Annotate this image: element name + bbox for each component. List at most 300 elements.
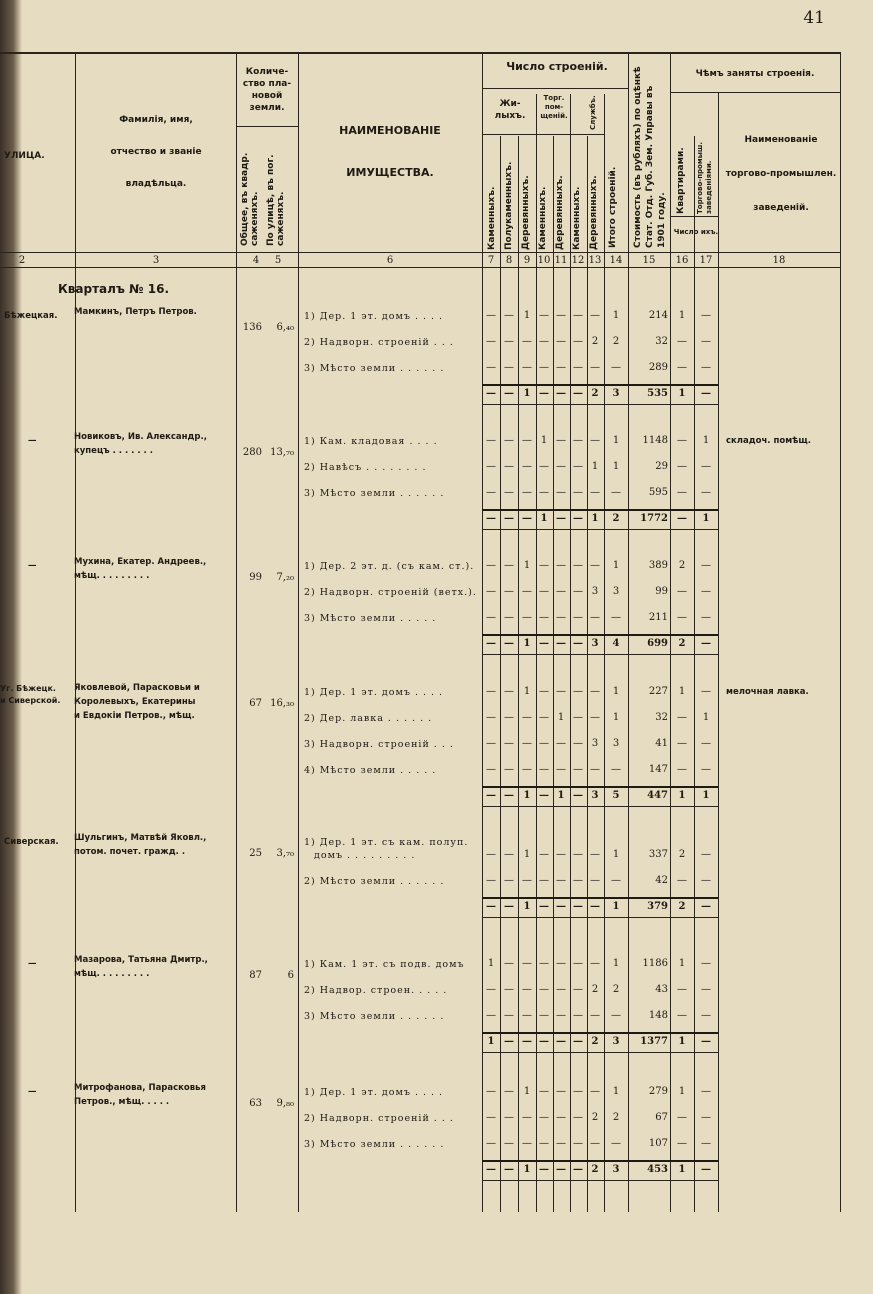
table-top-border [0,52,840,54]
building-count: — [486,738,496,749]
apartments-count: — [677,586,687,597]
total-building-count: — [590,901,600,912]
property-item: 3) Мѣсто земли . . . . . . [304,1139,445,1150]
column-number: 10 [537,255,551,266]
total-building-count: 2 [612,513,620,524]
building-count: — [539,362,549,373]
trade-inst-count: — [701,336,711,347]
total-trade-inst: — [701,1164,711,1175]
header-sub-border [670,92,840,93]
building-count: — [573,1112,583,1123]
owner-name: Королевыхъ, Екатерины [74,697,196,707]
building-count: — [573,461,583,472]
building-count: — [590,764,600,775]
total-building-count: — [486,513,496,524]
building-count: — [611,362,621,373]
institution-name: мелочная лавка. [726,687,809,697]
trade-inst-count: — [701,686,711,697]
building-count: — [486,310,496,321]
building-count: — [573,1138,583,1149]
street-name: — [28,1087,37,1097]
building-count: — [590,362,600,373]
building-count: — [504,310,514,321]
total-building-count: — [504,1164,514,1175]
land-area: 280 [242,447,262,458]
building-count: — [573,1010,583,1021]
building-count: — [573,612,583,623]
property-value: 147 [648,764,668,775]
building-count: — [590,686,600,697]
building-count: — [539,875,549,886]
property-item: 3) Надворн. строеній . . . [304,739,454,750]
institution-name: складоч. помѣщ. [726,436,812,446]
building-count: — [486,764,496,775]
building-count: — [590,487,600,498]
building-count: — [573,586,583,597]
building-count: — [556,310,566,321]
building-count: — [590,958,600,969]
apartments-count: — [677,461,687,472]
trade-inst-count: — [701,1112,711,1123]
building-count: — [556,362,566,373]
header-sub-border [482,88,628,89]
column-number: 12 [571,255,585,266]
total-line [482,786,718,788]
building-count: — [573,764,583,775]
apartments-count: 1 [678,686,686,697]
column-number: 18 [772,255,786,266]
total-apartments: 1 [678,1164,686,1175]
trade-inst-count: — [701,1086,711,1097]
building-count: — [522,875,532,886]
total-bottom-line [482,404,718,405]
header-inst-3: заведеній. [753,203,809,213]
apartments-count: — [677,1112,687,1123]
column-number: 7 [487,255,495,266]
building-count: 1 [612,435,620,446]
building-count: — [611,764,621,775]
apartments-count: 1 [678,958,686,969]
owner-name: и Евдокіи Петров., мѣщ. [74,711,195,721]
grid-line-v [694,136,695,1212]
header-wooden-3: Деревянныхъ. [589,175,599,250]
building-count: — [539,764,549,775]
header-stone-3: Каменныхъ. [572,186,582,250]
building-count: — [522,1112,532,1123]
total-building-count: 3 [612,1036,620,1047]
building-count: — [522,612,532,623]
building-count: 1 [523,560,531,571]
total-bottom-line [482,806,718,807]
property-value: 67 [655,1112,668,1123]
building-count: — [522,435,532,446]
trade-inst-count: — [701,461,711,472]
building-count: 1 [612,958,620,969]
property-value: 42 [655,875,668,886]
building-count: 1 [523,849,531,860]
building-count: — [504,560,514,571]
column-number: 9 [523,255,531,266]
building-count: — [539,336,549,347]
building-count: — [573,984,583,995]
total-value: 379 [647,901,668,912]
header-land-street: По улицѣ, въ пог. саженяхъ. [266,154,286,246]
building-count: — [522,1138,532,1149]
column-number: 3 [152,255,160,266]
building-count: — [522,362,532,373]
building-count: 1 [612,686,620,697]
building-count: — [539,686,549,697]
building-count: — [539,310,549,321]
column-number-border [0,267,840,268]
total-apartments: 1 [678,790,686,801]
total-building-count: — [539,1036,549,1047]
total-building-count: — [573,638,583,649]
total-building-count: — [556,513,566,524]
total-building-count: 3 [591,638,599,649]
building-count: — [522,958,532,969]
apartments-count: 2 [678,849,686,860]
header-apartments: Квартирами. [676,147,686,214]
property-item: 1) Дер. 1 эт. домъ . . . . [304,687,444,698]
property-value: 1186 [642,958,668,969]
total-line [482,509,718,511]
total-building-count: — [573,388,583,399]
total-bottom-line [482,917,718,918]
building-count: — [539,738,549,749]
header-owner-2: отчество и званіе [110,147,202,157]
building-count: 1 [523,686,531,697]
total-building-count: 3 [612,388,620,399]
header-total-buildings: Итого строеній. [608,166,618,248]
grid-line-v [500,136,501,1212]
building-count: — [522,738,532,749]
land-area: 25 [249,848,262,859]
building-count: 1 [540,435,548,446]
building-count: — [504,1112,514,1123]
property-item: 1) Дер. 1 эт. съ кам. полуп. [304,837,469,848]
total-line [482,1032,718,1034]
trade-inst-count: — [701,764,711,775]
property-value: 1148 [642,435,668,446]
building-count: — [486,487,496,498]
building-count: — [522,712,532,723]
building-count: — [556,1086,566,1097]
property-value: 99 [655,586,668,597]
header-property-1: НАИМЕНОВАНІЕ [339,124,441,137]
header-stone-2: Каменныхъ. [538,186,548,250]
total-building-count: 2 [591,388,599,399]
total-building-count: — [486,790,496,801]
apartments-count: — [677,984,687,995]
total-building-count: 1 [540,513,548,524]
building-count: — [504,435,514,446]
total-building-count: 1 [612,901,620,912]
building-count: — [573,310,583,321]
apartments-count: 1 [678,310,686,321]
building-count: — [590,560,600,571]
building-count: 2 [591,984,599,995]
total-building-count: — [556,388,566,399]
building-count: — [539,958,549,969]
building-count: — [539,1138,549,1149]
building-count: — [504,336,514,347]
building-count: — [504,362,514,373]
total-building-count: — [486,638,496,649]
trade-inst-count: — [701,984,711,995]
total-value: 699 [647,638,668,649]
property-item: 4) Мѣсто земли . . . . . [304,765,437,776]
land-area: 87 [249,970,262,981]
total-building-count: — [539,901,549,912]
total-building-count: — [504,901,514,912]
building-count: — [486,461,496,472]
street-frontage: 7,₂₀ [276,572,294,583]
land-area: 67 [249,698,262,709]
building-count: — [522,461,532,472]
building-count: 2 [612,984,620,995]
property-item: 2) Надворн. строеній . . . [304,1113,454,1124]
total-building-count: — [556,638,566,649]
building-count: 2 [612,1112,620,1123]
owner-name: купецъ . . . . . . . [74,446,153,456]
building-count: — [486,686,496,697]
trade-inst-count: — [701,310,711,321]
building-count: — [522,336,532,347]
total-building-count: — [539,1164,549,1175]
building-count: — [573,712,583,723]
property-value: 279 [648,1086,668,1097]
street-frontage: 3,₇₀ [276,848,294,859]
property-item: 2) Надворн. строеній . . . [304,337,454,348]
building-count: — [486,1086,496,1097]
building-count: — [539,1086,549,1097]
building-count: — [556,435,566,446]
owner-name: Митрофанова, Парасковья [74,1083,206,1093]
street-frontage: 16,₃₀ [270,698,294,709]
building-count: — [556,1138,566,1149]
total-bottom-line [482,529,718,530]
header-owner-1: Фамилія, имя, [119,115,193,125]
building-count: — [539,560,549,571]
building-count: — [590,875,600,886]
header-occupied: Чѣмъ заняты строенія. [695,69,815,79]
building-count: 3 [612,738,620,749]
building-count: — [573,362,583,373]
building-count: — [539,849,549,860]
street-name: и Сиверской. [0,696,61,705]
building-count: — [556,738,566,749]
apartments-count: — [677,612,687,623]
total-value: 453 [647,1164,668,1175]
total-value: 447 [647,790,668,801]
building-count: — [573,336,583,347]
total-trade-inst: — [701,901,711,912]
building-count: — [556,560,566,571]
total-line [482,1160,718,1162]
column-number: 14 [609,255,623,266]
total-building-count: 1 [523,638,531,649]
building-count: — [611,875,621,886]
property-item: 1) Дер. 2 эт. д. (съ кам. ст.). [304,561,475,572]
building-count: — [556,487,566,498]
trade-inst-count: — [701,612,711,623]
property-item: 3) Мѣсто земли . . . . . . [304,488,445,499]
building-count: 2 [591,336,599,347]
total-bottom-line [482,654,718,655]
property-item: домъ . . . . . . . . . [314,850,416,861]
building-count: — [486,435,496,446]
property-value: 211 [648,612,668,623]
building-count: — [556,875,566,886]
building-count: — [590,310,600,321]
total-building-count: — [504,1036,514,1047]
total-building-count: — [539,638,549,649]
building-count: — [504,686,514,697]
building-count: — [486,875,496,886]
building-count: 2 [591,1112,599,1123]
header-semistone: Полукаменныхъ. [504,161,514,250]
building-count: — [573,738,583,749]
building-count: — [539,586,549,597]
building-count: 1 [612,1086,620,1097]
total-building-count: — [573,1036,583,1047]
building-count: — [556,336,566,347]
trade-inst-count: — [701,1138,711,1149]
total-trade-inst: — [701,1036,711,1047]
header-buildings: Число строеній. [506,60,608,73]
property-value: 337 [648,849,668,860]
total-building-count: — [504,638,514,649]
building-count: 1 [612,310,620,321]
column-number: 17 [699,255,713,266]
property-value: 107 [648,1138,668,1149]
property-item: 3) Мѣсто земли . . . . . . [304,1011,445,1022]
total-building-count: 1 [487,1036,495,1047]
total-bottom-line [482,1052,718,1053]
total-apartments: — [677,513,687,524]
street-frontage: 13,₇₀ [270,447,294,458]
owner-name: мѣщ. . . . . . . . . [74,571,150,581]
building-count: 1 [523,310,531,321]
total-building-count: 1 [591,513,599,524]
grid-line-v [75,52,76,1212]
total-trade-inst: 1 [702,513,710,524]
total-trade-inst: 1 [702,790,710,801]
apartments-count: 1 [678,1086,686,1097]
building-count: — [486,336,496,347]
apartments-count: — [677,712,687,723]
total-building-count: — [504,388,514,399]
building-count: 3 [591,586,599,597]
total-building-count: 3 [612,1164,620,1175]
total-building-count: — [539,790,549,801]
total-building-count: 4 [612,638,620,649]
header-property-2: ИМУЩЕСТВА. [346,166,434,179]
building-count: — [611,487,621,498]
building-count: — [590,612,600,623]
building-count: — [556,1010,566,1021]
land-area: 99 [249,572,262,583]
building-count: — [504,586,514,597]
header-residential: Жи-лыхъ. [494,99,526,121]
property-item: 1) Дер. 1 эт. домъ . . . . [304,1087,444,1098]
building-count: — [573,849,583,860]
total-apartments: 1 [678,1036,686,1047]
total-apartments: 1 [678,388,686,399]
building-count: 1 [612,560,620,571]
total-building-count: — [522,513,532,524]
street-name: Сиверская. [4,837,59,847]
building-count: — [504,875,514,886]
building-count: — [556,849,566,860]
apartments-count: — [677,1138,687,1149]
building-count: — [611,612,621,623]
property-value: 148 [648,1010,668,1021]
street-frontage: 9,₈₀ [276,1098,294,1109]
apartments-count: — [677,1010,687,1021]
total-building-count: 1 [523,901,531,912]
total-building-count: — [486,388,496,399]
header-sub-border [670,216,718,217]
building-count: — [556,586,566,597]
header-inst-1: Наименованіе [744,135,818,145]
building-count: 1 [612,849,620,860]
building-count: — [539,984,549,995]
property-value: 389 [648,560,668,571]
building-count: 1 [523,1086,531,1097]
trade-inst-count: — [701,849,711,860]
building-count: — [486,560,496,571]
property-item: 3) Мѣсто земли . . . . . [304,613,437,624]
header-bottom-border [0,252,840,253]
street-frontage: 6 [287,970,294,981]
header-inst-2: торгово-промышлен. [725,169,837,179]
column-number: 8 [505,255,513,266]
total-building-count: — [573,513,583,524]
building-count: — [539,1112,549,1123]
column-number: 11 [554,255,568,266]
apartments-count: — [677,738,687,749]
header-wooden-1: Деревянныхъ. [521,175,531,250]
header-count: Число ихъ. [673,228,719,236]
column-number: 13 [588,255,602,266]
property-value: 595 [648,487,668,498]
building-count: — [522,586,532,597]
owner-name: Новиковъ, Ив. Александр., [74,432,207,442]
building-count: — [504,958,514,969]
building-count: 1 [612,712,620,723]
apartments-count: — [677,487,687,498]
grid-line-v [718,92,719,1212]
building-count: — [573,435,583,446]
building-count: — [486,849,496,860]
total-building-count: — [556,901,566,912]
property-value: 32 [655,336,668,347]
total-building-count: — [486,1164,496,1175]
building-count: — [522,984,532,995]
trade-inst-count: — [701,738,711,749]
total-building-count: 1 [523,790,531,801]
header-land: Количе-ство пла-новой земли. [242,67,292,113]
property-value: 227 [648,686,668,697]
header-sub-border [236,126,298,127]
building-count: — [573,686,583,697]
building-count: — [611,1138,621,1149]
street-name: Уг. Бѣжецк. [0,684,56,693]
trade-inst-count: — [701,560,711,571]
apartments-count: — [677,336,687,347]
